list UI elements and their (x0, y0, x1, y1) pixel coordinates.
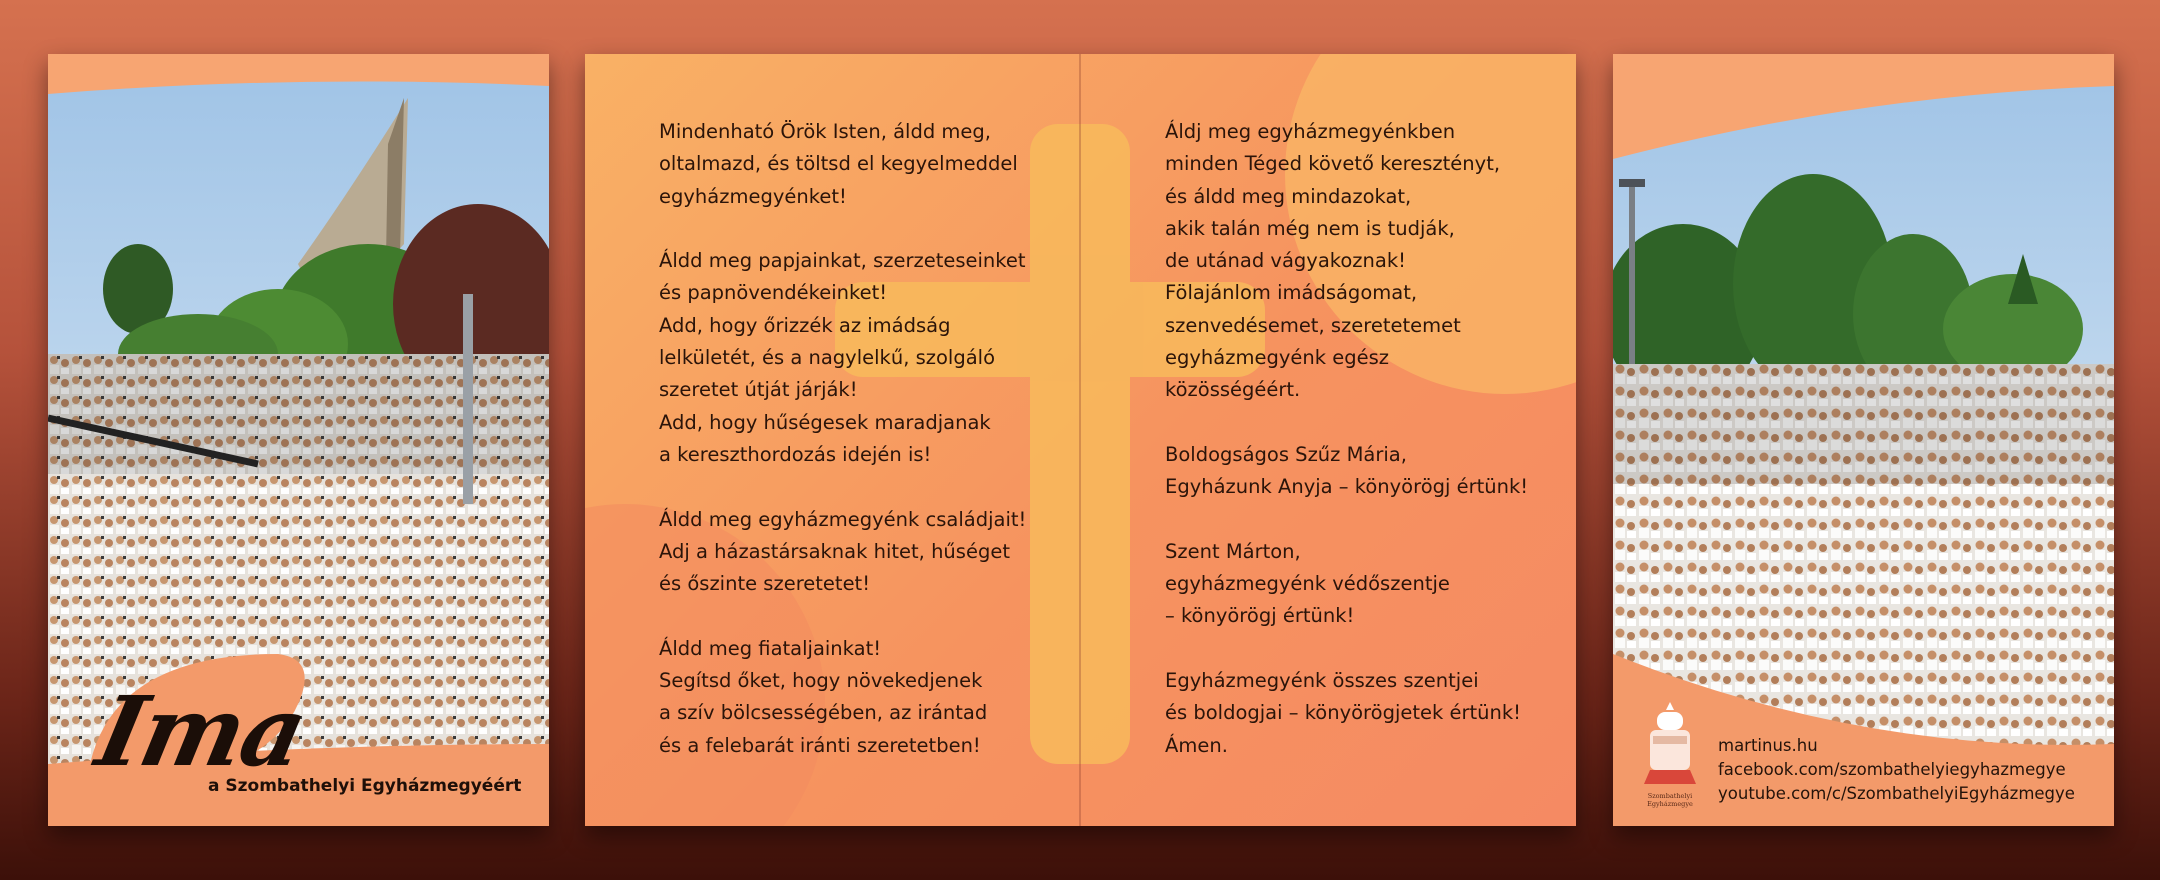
prayer-line: lelkületét, és a nagylelkű, szolgáló (659, 346, 996, 370)
back-cover-panel (1613, 54, 2114, 826)
front-cover-panel (48, 54, 549, 826)
prayer-line: Áldj meg egyházmegyénkben (1165, 120, 1456, 143)
prayer-line: minden Téged követő keresztényt, (1165, 152, 1501, 176)
stanza-gap (659, 600, 1026, 632)
prayer-line: Add, hogy őrizzék az imádság (659, 313, 951, 337)
link-website[interactable]: martinus.hu (1718, 736, 1818, 755)
inside-spread-panel (585, 54, 1576, 826)
link-youtube[interactable]: youtube.com/c/SzombathelyiEgyházmegye (1718, 784, 2075, 803)
stanza-gap (659, 213, 1026, 245)
prayer-line: a szív bölcsességében, az irántad (659, 701, 988, 725)
prayer-line: Add, hogy hűségesek maradjanak (659, 410, 991, 434)
prayer-line: egyházmegyénket! (659, 184, 847, 208)
prayer-line: akik talán még nem is tudják, (1165, 216, 1455, 240)
prayer-line: Egyházmegyénk összes szentjei (1165, 669, 1479, 693)
stanza-gap (1165, 633, 1528, 665)
prayer-line: Segítsd őket, hogy növekedjenek (659, 669, 983, 693)
prayer-line: és boldogjai – könyörögjetek értünk! (1165, 701, 1521, 725)
link-facebook[interactable]: facebook.com/szombathelyiegyhazmegye (1718, 760, 2066, 779)
prayer-line: – könyörögj értünk! (1165, 604, 1355, 628)
front-title-block (48, 646, 549, 826)
prayer-line: Egyházunk Anyja – könyörögj értünk! (1165, 475, 1529, 499)
prayer-line: Boldogságos Szűz Mária, (1165, 442, 1407, 466)
prayer-line: és papnövendékeinket! (659, 281, 888, 305)
prayer-line: de utánad vágyakoznak! (1165, 249, 1406, 273)
stanza-gap (1165, 504, 1528, 536)
prayer-line: szenvedésemet, szeretetemet (1165, 313, 1461, 337)
prayer-text-right (1165, 116, 1528, 762)
diocese-logo-text: Szombathelyi Egyházmegye (1647, 792, 1693, 808)
prayer-line: Szent Márton, (1165, 539, 1301, 563)
prayer-line: közösségéért. (1165, 378, 1301, 402)
stanza-gap (1165, 407, 1528, 439)
contact-links (1718, 734, 2075, 806)
prayer-line: Áldd meg papjainkat, szerzeteseinket (659, 249, 1026, 273)
prayer-line: egyházmegyénk védőszentje (1165, 572, 1450, 596)
prayer-line: szeretet útját járják! (659, 378, 858, 402)
prayer-line: Ámen. (1165, 733, 1228, 757)
prayer-line: Áldd meg fiataljainkat! (659, 636, 882, 660)
fold-line (1079, 54, 1081, 826)
prayer-line: és őszinte szeretetet! (659, 572, 871, 596)
prayer-line: Mindenható Örök Isten, áldd meg, (659, 120, 991, 143)
prayer-line: egyházmegyénk egész (1165, 346, 1389, 370)
front-title-script: Ima (87, 675, 315, 788)
prayer-line: oltalmazd, és töltsd el kegyelmeddel (659, 152, 1018, 176)
diocese-logo-icon (1635, 694, 1705, 804)
prayer-line: Adj a házastársaknak hitet, hűséget (659, 539, 1010, 563)
prayer-line: a kereszthordozás idején is! (659, 442, 932, 466)
prayer-line: Áldd meg egyházmegyénk családjait! (659, 507, 1027, 531)
front-subtitle: a Szombathelyi Egyházmegyéért (208, 776, 522, 796)
prayer-line: Fölajánlom imádságomat, (1165, 281, 1418, 305)
stanza-gap (659, 471, 1026, 503)
prayer-line: és a felebarát iránti szeretetben! (659, 733, 981, 757)
prayer-text-left (659, 116, 1026, 762)
prayer-line: és áldd meg mindazokat, (1165, 184, 1412, 208)
